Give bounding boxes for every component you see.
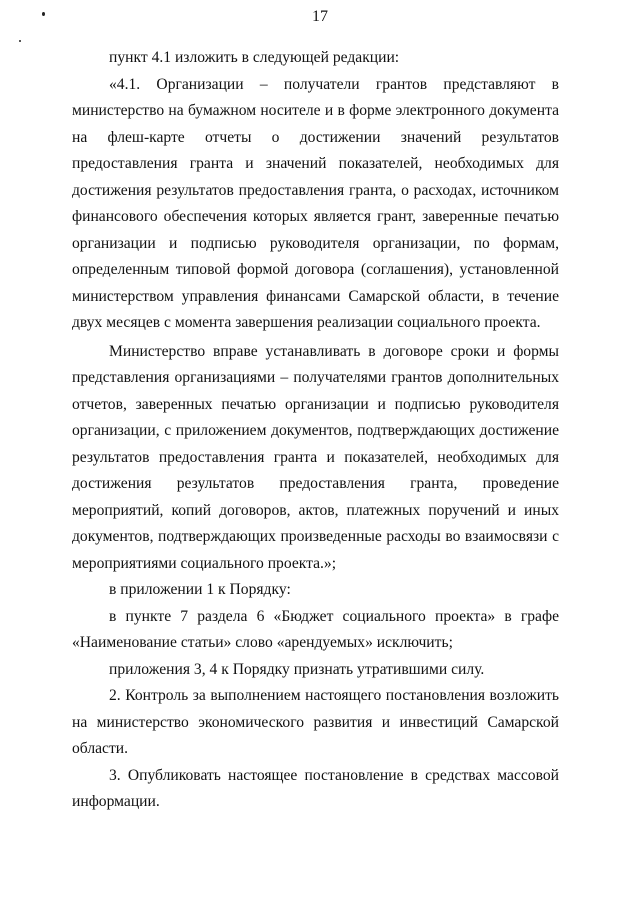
document-body — [72, 45, 559, 816]
paragraph-publication-clause: 3. Опубликовать настоящее постановление в средствах массовой информации. — [72, 766, 559, 810]
paragraph-ministry-rights: Министерство вправе устанавливать в договоре сроки и формы представления организациями – получателями грантов дополнительных отчетов, заверенных печатью организации и подписью руководителя организации, с приложением документов, подтверждающих достижение результатов предоставления гранта и показателей, необходимых для достижения результатов предоставления гранта, проведение мероприятий, копий договоров, актов, платежных поручений и иных документов, подтверждающих произведенные расходы во взаимосвязи с мероприятиями социального проекта.»; — [72, 342, 559, 572]
paragraph-appendix-1-intro: в приложении 1 к Порядку: — [109, 581, 291, 598]
page-number: 17 — [312, 8, 328, 25]
paragraph-point-7-change: в пункте 7 раздела 6 «Бюджет социального проекта» в графе «Наименование статьи» слово «арендуемых» исключить; — [72, 607, 559, 651]
paragraph-control-clause: 2. Контроль за выполнением настоящего постановления возложить на министерство экономического развития и инвестиций Самарской области. — [72, 687, 559, 757]
paragraph-4-1-text: «4.1. Организации – получатели грантов представляют в министерство на бумажном носителе и в форме электронного документа на флеш-карте отчеты о достижении значений результатов предоставления гранта и значений показателей, необходимых для достижения результатов предоставления гранта, о расходах, источником финансового обеспечения которых является грант, заверенные печатью организации и подписью руководителя организации, по формам, определенным типовой формой договора (соглашения), установленной министерством управления финансами Самарской области, в течение двух месяцев с момента завершения реализации социального проекта. — [72, 75, 559, 331]
scan-speck — [19, 40, 21, 42]
paragraph-amend-intro: пункт 4.1 изложить в следующей редакции: — [109, 49, 400, 66]
paragraph-appendices-repeal: приложения 3, 4 к Порядку признать утратившими силу. — [109, 660, 485, 678]
